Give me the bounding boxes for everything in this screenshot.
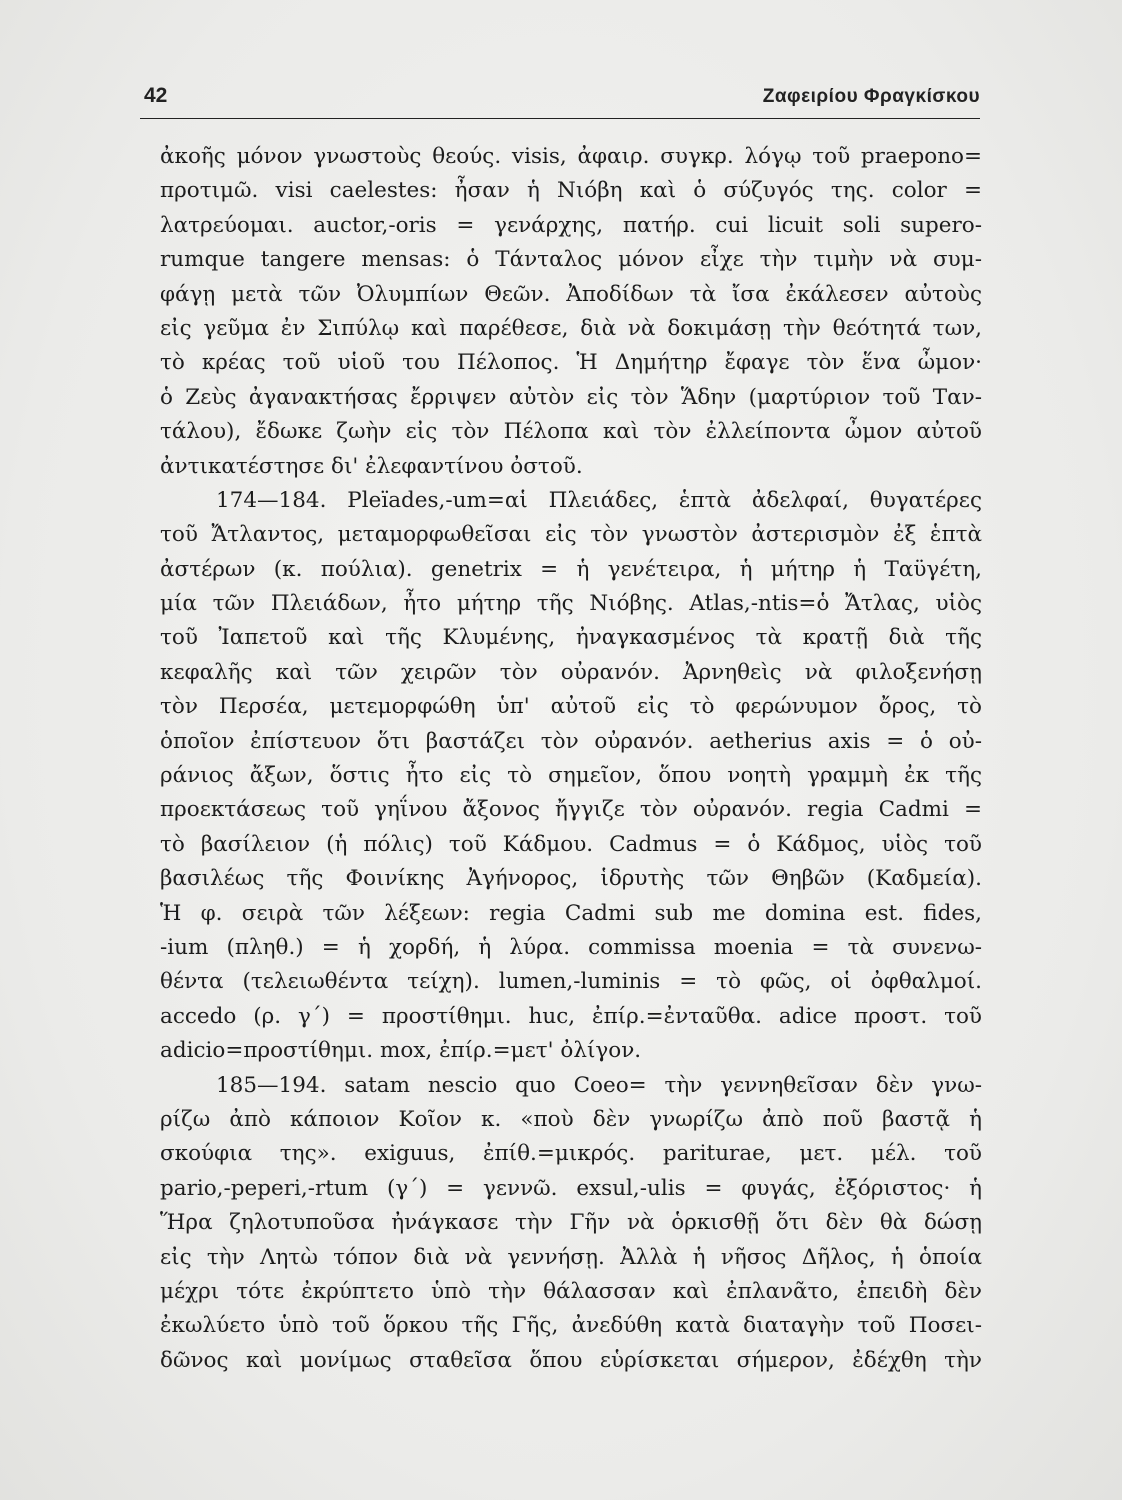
text-line: βασιλέως τῆς Φοινίκης Ἀγήνορος, ἱδρυτὴς τῶν Θηβῶν (Καδμεία). [160, 866, 982, 892]
text-line: rumque tangere mensas: ὁ Τάνταλος μόνον εἶχε τὴν τιμὴν νὰ συμ- [160, 247, 982, 273]
text-line: ὁ Ζεὺς ἀγανακτήσας ἔρριψεν αὐτὸν εἰς τὸν Ἅδην (μαρτύριον τοῦ Ταν- [160, 384, 982, 410]
running-head: Ζαφειρίου Φραγκίσκου [762, 86, 980, 107]
text-line: ὁποῖον ἐπίστευον ὅτι βαστάζει τὸν οὐρανόν. aetherius axis = ὁ οὐ- [160, 728, 982, 754]
text-line: -ium (πληθ.) = ἡ χορδή, ἡ λύρα. commissa moenia = τὰ συνενω- [160, 934, 982, 960]
text-line: ἀντικατέστησε δι' ἐλεφαντίνου ὀστοῦ. [160, 453, 583, 479]
text-line: μέχρι τότε ἐκρύπτετο ὑπὸ τὴν θάλασσαν καὶ ἐπλανᾶτο, ἐπειδὴ δὲν [160, 1278, 982, 1304]
text-line: τὸ βασίλειον (ἡ πόλις) τοῦ Κάδμου. Cadmus = ὁ Κάδμος, υἱὸς τοῦ [160, 831, 982, 857]
text-line: τὸ κρέας τοῦ υἱοῦ του Πέλοπος. Ἡ Δημήτηρ ἔφαγε τὸν ἕνα ὦμον· [160, 350, 982, 376]
text-line: ἀστέρων (κ. πούλια). genetrix = ἡ γενέτειρα, ἡ μήτηρ ἡ Ταϋγέτη, [160, 556, 982, 582]
text-line: κεφαλῆς καὶ τῶν χειρῶν τὸν οὐρανόν. Ἀρνηθεὶς νὰ φιλοξενήσῃ [160, 659, 982, 685]
text-line: accedo (ρ. γ΄) = προστίθημι. huc, ἐπίρ.=ἐνταῦθα. adice προστ. τοῦ [160, 1003, 982, 1029]
text-line: εἰς τὴν Λητὼ τόπον διὰ νὰ γεννήσῃ. Ἀλλὰ ἡ νῆσος Δῆλος, ἡ ὁποία [160, 1244, 982, 1270]
text-line: μία τῶν Πλειάδων, ἦτο μήτηρ τῆς Νιόβης. Atlas,-ntis=ὁ Ἄτλας, υἱὸς [160, 591, 982, 617]
text-line: δῶνος καὶ μονίμως σταθεῖσα ὅπου εὑρίσκεται σήμερον, ἐδέχθη τὴν [160, 1347, 982, 1373]
text-line: τάλου), ἔδωκε ζωὴν εἰς τὸν Πέλοπα καὶ τὸν ἐλλείποντα ὦμον αὐτοῦ [160, 419, 982, 445]
text-line: τοῦ Ἰαπετοῦ καὶ τῆς Κλυμένης, ἠναγκασμένος τὰ κρατῇ διὰ τῆς [160, 625, 982, 651]
commentary-text [160, 140, 982, 1378]
section-start-line: 174—184. Pleïades,-um=αἱ Πλειάδες, ἑπτὰ ἀδελφαί, θυγατέρες [216, 487, 982, 513]
text-line: ἐκωλύετο ὑπὸ τοῦ ὅρκου τῆς Γῆς, ἀνεδύθη κατὰ διαταγὴν τοῦ Ποσει- [160, 1313, 982, 1339]
text-line: pario,-peperi,-rtum (γ΄) = γεννῶ. exsul,-ulis = φυγάς, ἐξόριστος· ἡ [160, 1175, 982, 1201]
text-line: εἰς γεῦμα ἐν Σιπύλῳ καὶ παρέθεσε, διὰ νὰ δοκιμάσῃ τὴν θεότητά των, [160, 315, 982, 341]
text-line: ἀκοῆς μόνον γνωστοὺς θεούς. visis, ἀφαιρ. συγκρ. λόγῳ τοῦ praepono= [160, 144, 982, 169]
text-line: λατρεύομαι. auctor,-oris = γενάρχης, πατήρ. cui licuit soli supero- [160, 212, 982, 238]
text-line: τοῦ Ἄτλαντος, μεταμορφωθεῖσαι εἰς τὸν γνωστὸν ἀστερισμὸν ἐξ ἑπτὰ [160, 522, 982, 548]
text-line: τὸν Περσέα, μετεμορφώθη ὑπ' αὐτοῦ εἰς τὸ φερώνυμον ὄρος, τὸ [160, 694, 982, 720]
text-line: θέντα (τελειωθέντα τείχη). lumen,-luminis = τὸ φῶς, οἱ ὀφθαλμοί. [160, 969, 982, 995]
text-line: προτιμῶ. visi caelestes: ἦσαν ἡ Νιόβη καὶ ὁ σύζυγός της. color = [160, 178, 982, 204]
text-line: ράνιος ἄξων, ὅστις ἦτο εἰς τὸ σημεῖον, ὅπου νοητὴ γραμμὴ ἐκ τῆς [160, 763, 982, 789]
text-line: φάγῃ μετὰ τῶν Ὀλυμπίων Θεῶν. Ἀποδίδων τὰ ἴσα ἐκάλεσεν αὐτοὺς [160, 281, 982, 307]
text-line: ρίζω ἀπὸ κάποιον Κοῖον κ. «ποὺ δὲν γνωρίζω ἀπὸ ποῦ βαστᾷ ἡ [160, 1106, 982, 1132]
page-number: 42 [144, 84, 168, 107]
section-start-line: 185—194. satam nescio quo Coeo= τὴν γεννηθεῖσαν δὲν γνω- [216, 1072, 982, 1098]
text-line: Ἡ φ. σειρὰ τῶν λέξεων: regia Cadmi sub me domina est. fides, [160, 900, 982, 926]
text-line: adicio=προστίθημι. mox, ἐπίρ.=μετ' ὀλίγον. [160, 1038, 642, 1064]
text-line: Ἥρα ζηλοτυποῦσα ἠνάγκασε τὴν Γῆν νὰ ὁρκισθῇ ὅτι δὲν θὰ δώσῃ [160, 1210, 982, 1236]
text-line: προεκτάσεως τοῦ γηΐνου ἄξονος ἤγγιζε τὸν οὐρανόν. regia Cadmi = [160, 797, 982, 823]
page-header [140, 80, 980, 119]
text-line: σκούφια της». exiguus, ἐπίθ.=μικρός. pariturae, μετ. μέλ. τοῦ [160, 1141, 982, 1167]
